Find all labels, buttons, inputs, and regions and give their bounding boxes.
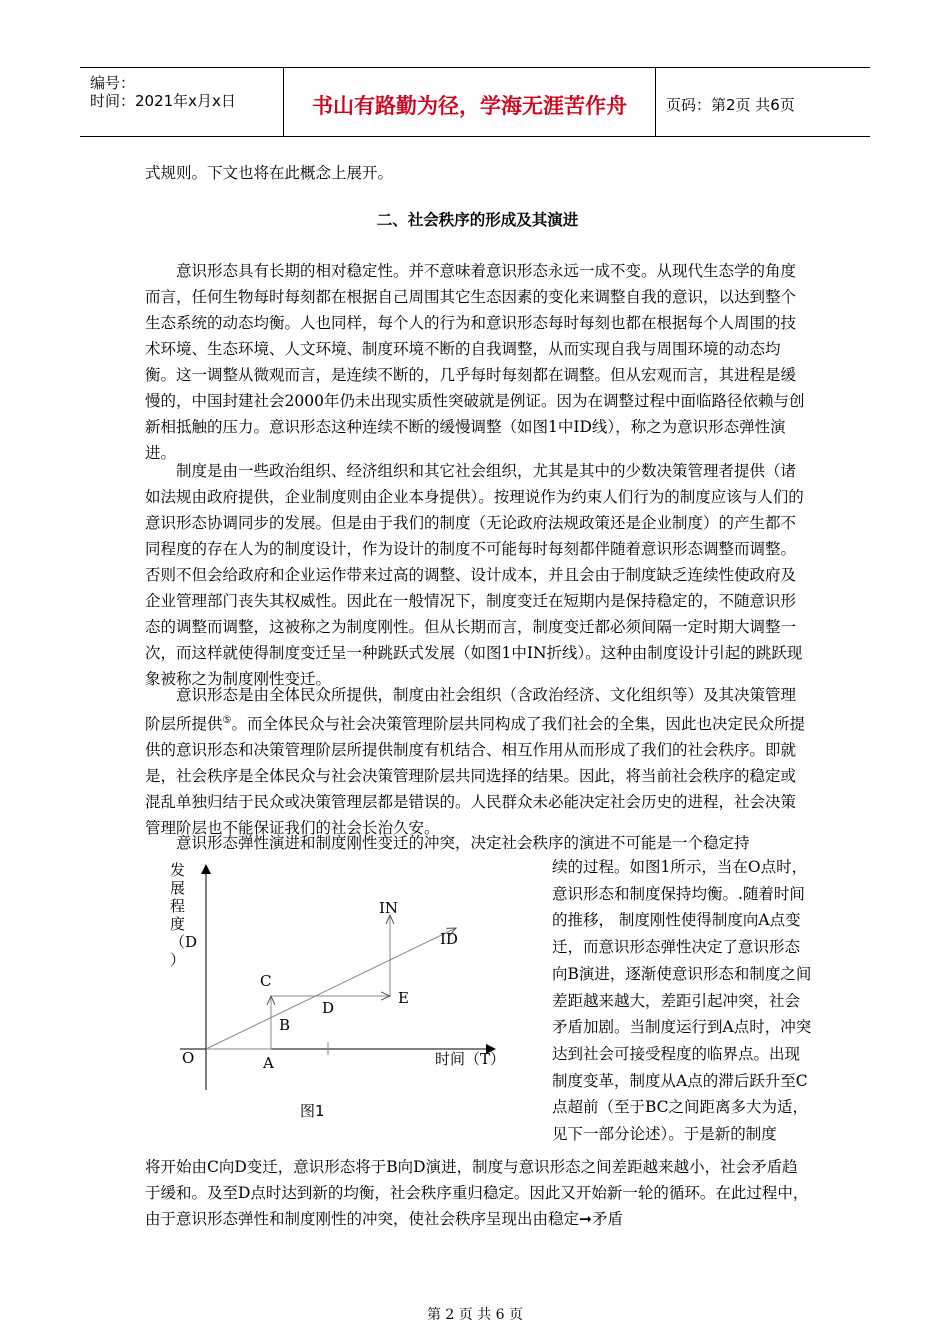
figure-caption: 图1 — [300, 1102, 325, 1120]
figure-1 — [160, 855, 540, 1125]
paragraph-4-rest: 将开始由C向D变迁，意识形态将于B向D演进，制度与意识形态之间差距越来越小，社会矛盾趋于缓和。及至D点时达到新的均衡，社会秩序重归稳定。因此又开始新一轮的循环。在此过程中，由于意识形态弹性和制度刚性的冲突，使社会秩序呈现出由稳定➞矛盾 — [145, 1158, 809, 1228]
point-o-label: O — [182, 1049, 195, 1067]
id-line — [206, 928, 456, 1049]
header-page-info: 页码：第2页 共6页 — [666, 96, 795, 114]
paragraph-3-part-1: 意识形态是由全体民众所提供，制度由社会组织（含政治经济、文化组织等）及其决策管理阶层所提供 — [145, 686, 797, 734]
paragraph-2: 制度是由一些政治组织、经济组织和其它社会组织，尤其是其中的少数决策管理者提供（诸如法规由政府提供，企业制度则由企业本身提供）。按理说作为约束人们行为的制度应该与人们的意识形态协调同步的发展。但是由于我们的制度（无论政府法规政策还是企业制度）的产生都不同程度的存在人为的制度设计，作为设计的制度不可能每时每刻都伴随着意识形态调整而调整。否则不但会给政府和企业运作带来过高的调整、设计成本，并且会由于制度缺乏连续性使政府及企业管理部门丧失其权威性。因此在一般情况下，制度变迁在短期内是保持稳定的，不随意识形态的调整而调整，这被称之为制度刚性。但从长期而言，制度变迁都必须间隔一定时期大调整一次，而这样就使得制度变迁呈一种跳跃式发展（如图1中IN折线）。这种由制度设计引起的跳跃现象被称之为制度刚性变迁。 — [145, 462, 804, 688]
header-motto-cell — [284, 68, 656, 136]
point-a-label: A — [263, 1054, 274, 1072]
y-label-char: （D — [170, 933, 198, 951]
header-meta-cell — [80, 68, 284, 136]
page-footer: 第 2 页 共 6 页 — [426, 1307, 524, 1323]
paragraph-1: 意识形态具有长期的相对稳定性。并不意味着意识形态永远一成不变。从现代生态学的角度而言，任何生物每时每刻都在根据自己周围其它生态因素的变化来调整自我的意识，以达到整个生态系统的动态均衡。人也同样，每个人的行为和意识形态每时每刻也都在根据每个人周围的技术环境、生态环境、人文环境、制度环境不断的自我调整，从而实现自我与周围环境的动态均衡。这一调整从微观而言，是连续不断的，几乎每时每刻都在调整。但从宏观而言，其进程是缓慢的，中国封建社会2000年仍未出现实质性突破就是例证。因为在调整过程中面临路径依赖与创新相抵触的压力。意识形态这种连续不断的缓慢调整（如图1中ID线），称之为意识形态弹性演进。 — [145, 262, 805, 462]
y-label-char: 展 — [170, 879, 186, 897]
point-e-label: E — [398, 989, 409, 1007]
paragraph-3 — [145, 682, 810, 841]
y-label-char: 度 — [170, 915, 186, 933]
point-d-label: D — [322, 999, 335, 1017]
page-header — [80, 67, 870, 137]
in-line-label: IN — [379, 899, 399, 917]
x-axis-label: 时间（T） — [435, 1050, 506, 1068]
point-c-label: C — [260, 972, 272, 990]
y-label-char: 发 — [170, 861, 186, 879]
footnote-marker: ⑤ — [222, 715, 232, 726]
point-b-label: B — [279, 1016, 291, 1034]
y-label-char: 程 — [170, 897, 186, 915]
figure-side-text: 续的过程。如图1所示，当在O点时，意识形态和制度保持均衡。.随着时间的推移， 制度刚性使得制度向A点变迁，而意识形态弹性决定了意识形态向B演进，逐渐使意识形态和制度之间差距越来越大，差距引起冲突，社会矛盾加剧。当制度运行到A点时，冲突达到社会可接受程度的临界点。出现制度变革，制度从A点的滞后跃升至C点超前（至于BC之间距离多大为适，见下一部分论述）。于是新的制度 — [552, 858, 812, 1144]
paragraph-0: 式规则。下文也将在此概念上展开。 — [145, 164, 394, 182]
motto: 书山有路勤为径，学海无涯苦作舟 — [312, 94, 627, 118]
section-title: 二、社会秩序的形成及其演进 — [376, 211, 579, 229]
figure-1-diagram — [160, 855, 540, 1125]
y-label-char: ） — [170, 951, 186, 969]
header-page-cell — [656, 68, 870, 136]
paragraph-4-first-line: 意识形态弹性演进和制度刚性变迁的冲突，决定社会秩序的演进不可能是一个稳定持 — [176, 834, 750, 852]
id-line-label: ID — [440, 930, 458, 948]
time-label: 时间：2021年x月x日 — [90, 92, 236, 110]
serial-label: 编号： — [90, 74, 136, 92]
y-axis-label — [170, 861, 198, 969]
paragraph-3-part-2: 。而全体民众与社会决策管理阶层共同构成了我们社会的全集，因此也决定民众所提供的意识形态和决策管理阶层所提供制度有机结合、相互作用从而形成了我们的社会秩序。即就是，社会秩序是全体民众与社会决策管理阶层共同选择的结果。因此，将当前社会秩序的稳定或混乱单独归结于民众或决策管理层都是错误的。人民群众未必能决定社会历史的进程，社会决策管理阶层也不能保证我们的社会长治久安。 — [145, 715, 805, 838]
